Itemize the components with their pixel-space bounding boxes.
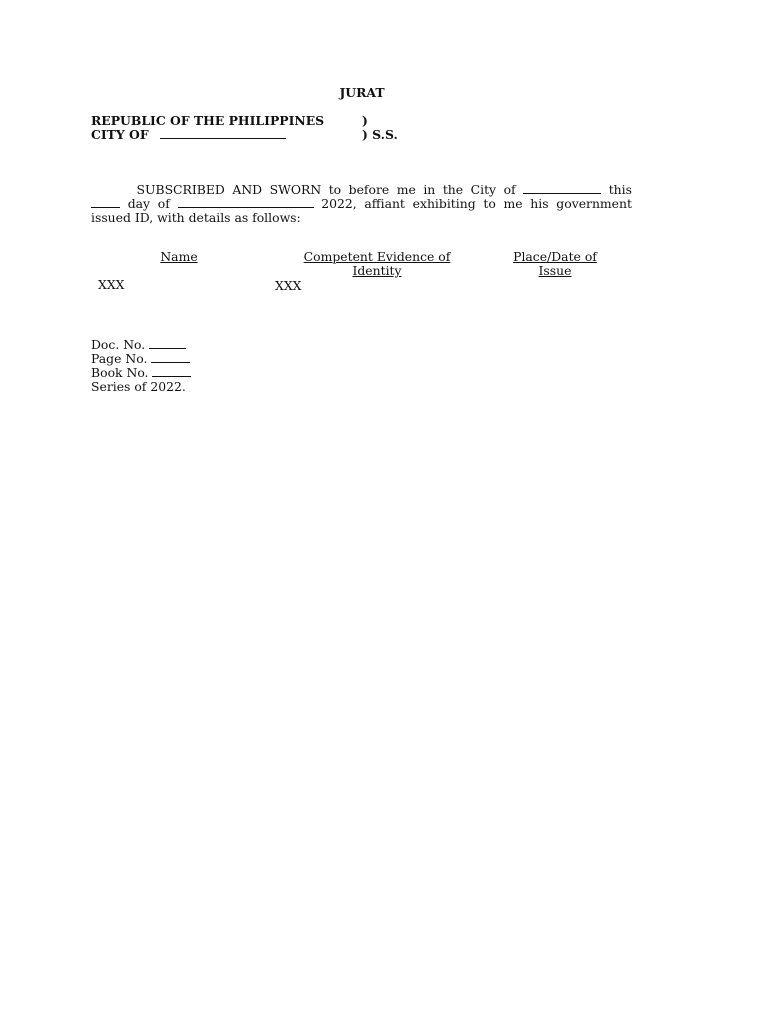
book-no-label: Book No. [91, 365, 149, 380]
table-header-place-date: Place/Date of [513, 249, 597, 264]
table-header-evidence-2: Identity [352, 263, 402, 278]
body-line-2-a: day of [127, 196, 170, 211]
body-line-1-a: SUBSCRIBED AND SWORN to before me in the City of [136, 182, 516, 197]
table-header-name: Name [160, 249, 198, 264]
body-line-3: issued ID, with details as follows: [91, 210, 301, 225]
book-no [91, 366, 191, 380]
table-cell-name: XXX [98, 277, 125, 292]
venue-city-label: CITY OF [91, 127, 149, 142]
body-line-2-b: 2022, affiant exhibiting to me his government [321, 196, 632, 211]
body-line-1-b: this [608, 182, 632, 197]
venue-city-blank [160, 128, 286, 142]
page-no [91, 352, 190, 366]
venue-republic: REPUBLIC OF THE PHILIPPINES [91, 113, 325, 128]
document-title: JURAT [339, 85, 385, 100]
body-line-1 [91, 183, 632, 197]
body-line-2 [91, 197, 632, 211]
table-header-evidence: Competent Evidence of [303, 249, 451, 264]
venue-paren-1: ) [362, 113, 368, 128]
doc-no [91, 338, 186, 352]
venue-ss: ) S.S. [362, 127, 398, 142]
page-no-label: Page No. [91, 351, 148, 366]
table-cell-evidence: XXX [275, 278, 302, 293]
series: Series of 2022. [91, 379, 186, 394]
table-header-place-date-2: Issue [538, 263, 572, 278]
doc-no-label: Doc. No. [91, 337, 146, 352]
